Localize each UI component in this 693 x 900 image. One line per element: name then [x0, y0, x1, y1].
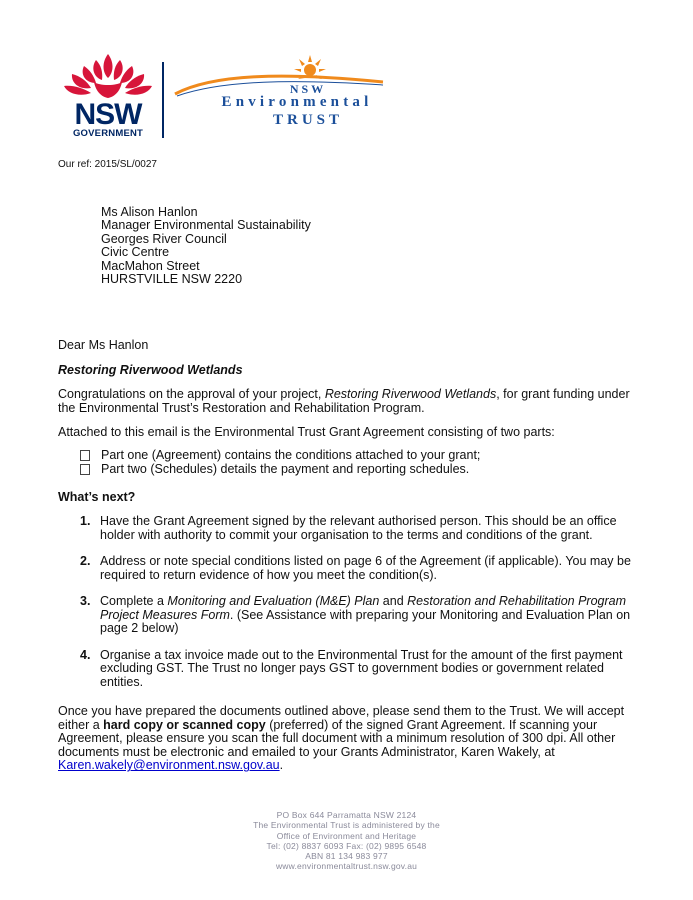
step-text: Have the Grant Agreement signed by the relevant authorised person. This should be an office holder with authority to commit your organisation to the terms and conditions of the grant.: [100, 514, 617, 542]
step3-italic-plan: Monitoring and Evaluation (M&E) Plan: [167, 594, 380, 608]
closing-mid: (preferred) of the signed Grant Agreement. If scanning your Agreement, please ensure you scan the full document with a minimum resolution of 300 dpi. All other documents must be electronic and emailed to your Grants Administrator, Karen Wakely, at: [58, 717, 616, 759]
closing-pre: Once you have prepared the documents outlined above, please send them to the Trust. We will accept either a: [58, 704, 625, 732]
step-number: 3.: [80, 594, 91, 608]
footer-line: www.environmentaltrust.nsw.gov.au: [275, 861, 418, 872]
list-item: [80, 448, 480, 462]
government-wordmark: GOVERNMENT: [72, 128, 144, 139]
step-number: 2.: [80, 554, 91, 568]
attachment-paragraph: Attached to this email is the Environmental Trust Grant Agreement consisting of two parts:: [58, 425, 555, 439]
step3-post: . (See Assistance with preparing your Monitoring and Evaluation Plan on page 2 below): [100, 607, 631, 635]
recipient-address: [101, 206, 311, 286]
letter-footer: [0, 810, 693, 872]
footer-line: PO Box 644 Parramatta NSW 2124: [276, 810, 417, 820]
waratah-icon: [58, 52, 158, 102]
step-text: Address or note special conditions listed on page 6 of the Agreement (if applicable). You may be required to return evidence of how you meet the condition(s).: [100, 554, 631, 582]
step-item: [80, 515, 650, 542]
nsw-government-logo: [58, 52, 158, 140]
bullet-box-icon: [80, 464, 90, 475]
trust-trust-text: TRUST: [272, 112, 344, 128]
step3-italic-form: Restoration and Rehabilitation Program Project Measures Form: [100, 594, 627, 622]
para1-post: , for grant funding under the Environmental Trust’s Restoration and Rehabilitation Program.: [58, 387, 630, 415]
email-link[interactable]: Karen.wakely@environment.nsw.gov.au: [58, 758, 280, 773]
congratulations-paragraph: [58, 387, 648, 415]
address-line: Georges River Council: [101, 231, 227, 246]
address-line: Manager Environmental Sustainability: [101, 218, 311, 233]
closing-bold: hard copy or scanned copy: [103, 717, 266, 732]
step3-mid: and: [379, 594, 408, 608]
next-steps-list: [80, 515, 650, 702]
step-text: Organise a tax invoice made out to the Environmental Trust for the amount of the first payment excluding GST. The Trust no longer pays GST to government bodies or government related entities.: [100, 647, 623, 689]
list-item-text: Part two (Schedules) details the payment and reporting schedules.: [101, 462, 470, 476]
footer-line: ABN 81 134 983 977: [305, 851, 388, 862]
address-line: Ms Alison Hanlon: [101, 205, 198, 219]
bullet-box-icon: [80, 450, 90, 461]
trust-environmental-text: Environmental: [221, 94, 373, 110]
step-item: [80, 555, 650, 582]
subject-line: Restoring Riverwood Wetlands: [58, 363, 243, 377]
whats-next-heading: What’s next?: [58, 490, 136, 504]
list-item-text: Part one (Agreement) contains the conditions attached to your grant;: [101, 448, 481, 462]
list-item: [80, 462, 480, 476]
step-number: 4.: [80, 647, 91, 662]
footer-line: Office of Environment and Heritage: [276, 830, 417, 841]
address-line: HURSTVILLE NSW 2220: [101, 272, 243, 287]
logo-divider: [162, 62, 164, 138]
nsw-wordmark: NSW: [74, 98, 142, 131]
closing-paragraph: [58, 705, 643, 773]
step-item: [80, 595, 650, 636]
step-number: 1.: [80, 514, 91, 528]
address-line: MacMahon Street: [101, 258, 200, 273]
parts-list: [80, 448, 480, 476]
trust-nsw-text: NSW: [289, 82, 327, 96]
environmental-trust-logo: [173, 52, 388, 140]
para1-project: Restoring Riverwood Wetlands: [324, 387, 497, 401]
address-line: Civic Centre: [101, 245, 170, 260]
footer-line: The Environmental Trust is administered by the: [253, 820, 440, 831]
closing-end: .: [279, 758, 284, 773]
our-reference: Our ref: 2015/SL/0027: [58, 159, 157, 170]
step3-pre: Complete a: [100, 594, 168, 608]
para1-pre: Congratulations on the approval of your project,: [58, 387, 325, 401]
letterhead: [58, 52, 398, 142]
step-text: [100, 595, 640, 636]
salutation: Dear Ms Hanlon: [58, 338, 149, 352]
footer-line: Tel: (02) 8837 6093 Fax: (02) 9895 6548: [266, 840, 427, 851]
step-item: [80, 649, 650, 690]
